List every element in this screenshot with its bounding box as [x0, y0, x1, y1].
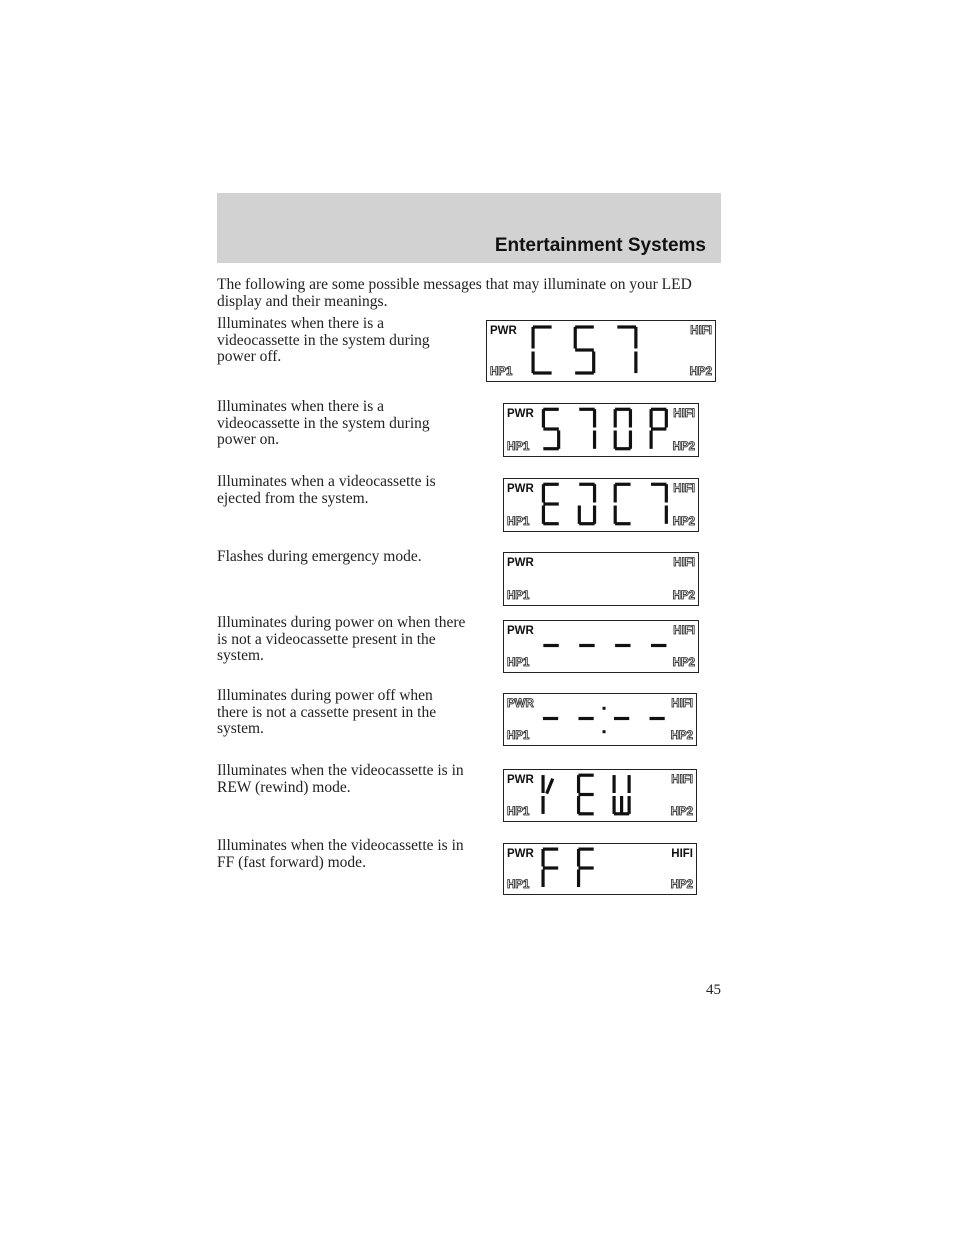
lcd-label-hp1: HP1 — [507, 657, 530, 669]
lcd-segment — [557, 431, 560, 449]
lcd-segment — [575, 348, 594, 351]
lcd-label-pwr: PWR — [507, 557, 534, 569]
lcd-segment — [543, 447, 558, 450]
message-description: Illuminates during power on when there is not a videocassette present in the system. — [217, 614, 466, 664]
lcd-segment — [612, 775, 615, 793]
lcd-segment — [665, 484, 668, 502]
lcd-label-hifi: HIFI — [671, 774, 693, 786]
lcd-label-hifi: HIFI — [673, 625, 695, 637]
lcd-label-pwr: PWR — [507, 774, 534, 786]
lcd-segment — [614, 484, 617, 502]
lcd-segment — [543, 427, 558, 430]
lcd-segment — [628, 796, 631, 814]
lcd-display — [503, 769, 697, 822]
lcd-segment — [579, 522, 594, 525]
lcd-display — [503, 693, 697, 746]
lcd-segment — [574, 327, 577, 349]
lcd-segment — [593, 506, 596, 524]
lcd-display — [503, 552, 699, 606]
lcd-label-hp1: HP1 — [507, 730, 530, 742]
lcd-display — [503, 620, 699, 673]
lcd-segment — [541, 870, 544, 888]
lcd-segment — [651, 408, 666, 411]
lcd-segment — [651, 644, 666, 647]
lcd-segment — [578, 848, 593, 851]
lcd-segment — [620, 796, 623, 814]
lcd-segment — [615, 644, 630, 647]
intro-paragraph: The following are some possible messages that may illuminate on your LED display and their meanings. — [217, 276, 692, 310]
lcd-segment — [612, 796, 615, 814]
lcd-segment — [543, 522, 558, 525]
lcd-label-hifi: HIFI — [673, 408, 695, 420]
lcd-display — [503, 403, 699, 457]
lcd-label-pwr: PWR — [507, 848, 534, 860]
lcd-segment — [651, 427, 666, 430]
lcd-label-hp1: HP1 — [490, 366, 513, 378]
lcd-segment — [614, 717, 629, 720]
lcd-segment — [628, 775, 631, 793]
lcd-segments — [504, 694, 696, 745]
lcd-segment — [614, 506, 617, 524]
lcd-segments — [504, 844, 696, 894]
lcd-segment — [575, 371, 594, 374]
message-description: Illuminates when there is a videocassette in the system during power off. — [217, 315, 430, 365]
message-description: Illuminates when the videocassette is in FF (fast forward) mode. — [217, 837, 464, 871]
lcd-label-pwr: PWR — [507, 483, 534, 495]
lcd-segment — [578, 774, 593, 777]
message-description: Illuminates when the videocassette is in REW (rewind) mode. — [217, 762, 464, 796]
lcd-segment — [543, 502, 558, 505]
lcd-label-hifi: HIFI — [673, 557, 695, 569]
lcd-segment — [593, 409, 596, 427]
lcd-label-pwr: PWR — [507, 408, 534, 420]
lcd-label-hp2: HP2 — [672, 516, 695, 528]
lcd-segment — [531, 327, 534, 349]
lcd-label-hp1: HP1 — [507, 879, 530, 891]
lcd-segment — [665, 409, 668, 427]
lcd-segment — [615, 447, 630, 450]
lcd-label-hp2: HP2 — [670, 879, 693, 891]
lcd-label-hp1: HP1 — [507, 590, 530, 602]
lcd-display — [503, 478, 699, 532]
lcd-segment — [543, 717, 558, 720]
lcd-segment — [543, 848, 558, 851]
lcd-segment — [543, 483, 558, 486]
message-description: Illuminates during power off when there is not a cassette present in the system. — [217, 687, 437, 737]
lcd-segment — [542, 484, 545, 502]
lcd-segment — [543, 644, 558, 647]
lcd-segment — [615, 522, 630, 525]
lcd-label-pwr: PWR — [490, 325, 517, 337]
lcd-label-hp1: HP1 — [507, 806, 530, 818]
lcd-label-hp2: HP2 — [670, 730, 693, 742]
lcd-segment — [615, 408, 630, 411]
lcd-segment — [578, 812, 593, 815]
page-number: 45 — [706, 982, 721, 998]
lcd-segment — [531, 352, 534, 374]
lcd-segment — [533, 371, 552, 374]
lcd-segment — [615, 483, 630, 486]
lcd-segment — [543, 408, 558, 411]
lcd-label-hifi: HIFI — [671, 698, 693, 710]
lcd-segment — [634, 352, 637, 374]
lcd-segment — [541, 775, 544, 793]
lcd-segment — [629, 409, 632, 427]
message-description: Flashes during emergency mode. — [217, 548, 422, 565]
lcd-label-hp2: HP2 — [672, 657, 695, 669]
lcd-segment — [577, 796, 580, 814]
lcd-segment — [577, 870, 580, 888]
message-description: Illuminates when a videocassette is ejected from the system. — [217, 473, 436, 507]
lcd-label-hp2: HP2 — [670, 806, 693, 818]
lcd-segment — [543, 866, 558, 869]
lcd-segment — [592, 352, 595, 374]
lcd-segment — [547, 779, 553, 794]
lcd-label-pwr: PWR — [507, 698, 534, 710]
lcd-label-hifi: HIFI — [671, 848, 693, 860]
lcd-segment — [577, 849, 580, 867]
lcd-segment — [634, 327, 637, 349]
lcd-segment — [650, 431, 653, 449]
lcd-segments — [487, 321, 715, 381]
lcd-label-pwr: PWR — [507, 625, 534, 637]
lcd-segment — [542, 506, 545, 524]
lcd-segment — [651, 483, 666, 486]
section-header-band — [217, 193, 721, 263]
section-title: Entertainment Systems — [494, 235, 706, 256]
lcd-segment — [665, 506, 668, 524]
lcd-label-hp2: HP2 — [689, 366, 712, 378]
lcd-segment — [617, 325, 636, 328]
lcd-label-hp1: HP1 — [507, 516, 530, 528]
lcd-segments — [504, 404, 698, 456]
lcd-segment — [533, 325, 552, 328]
colon-dot — [603, 707, 606, 710]
lcd-segment — [650, 717, 665, 720]
lcd-display — [503, 843, 697, 895]
lcd-segment — [579, 644, 594, 647]
lcd-label-hp2: HP2 — [672, 441, 695, 453]
lcd-segment — [577, 775, 580, 793]
lcd-display — [486, 320, 716, 382]
message-description: Illuminates when there is a videocassette in the system during power on. — [217, 398, 430, 448]
lcd-segments — [504, 553, 698, 605]
colon-dot — [603, 730, 606, 733]
lcd-label-hifi: HIFI — [690, 325, 712, 337]
lcd-segment — [614, 409, 617, 427]
lcd-segment — [578, 793, 593, 796]
lcd-label-hifi: HIFI — [673, 483, 695, 495]
lcd-segment — [578, 866, 593, 869]
lcd-segment — [579, 408, 594, 411]
lcd-segment — [578, 717, 593, 720]
lcd-segments — [504, 770, 696, 821]
lcd-segment — [593, 431, 596, 449]
lcd-segments — [504, 621, 698, 672]
lcd-label-hp2: HP2 — [672, 590, 695, 602]
lcd-segment — [593, 484, 596, 502]
lcd-label-hp1: HP1 — [507, 441, 530, 453]
lcd-segment — [575, 325, 594, 328]
lcd-segment — [541, 796, 544, 814]
lcd-segment — [650, 409, 653, 427]
lcd-segment — [614, 431, 617, 449]
lcd-segment — [542, 409, 545, 427]
lcd-segment — [578, 506, 581, 524]
lcd-segment — [629, 431, 632, 449]
lcd-segments — [504, 479, 698, 531]
lcd-segment — [541, 849, 544, 867]
lcd-segment — [579, 483, 594, 486]
